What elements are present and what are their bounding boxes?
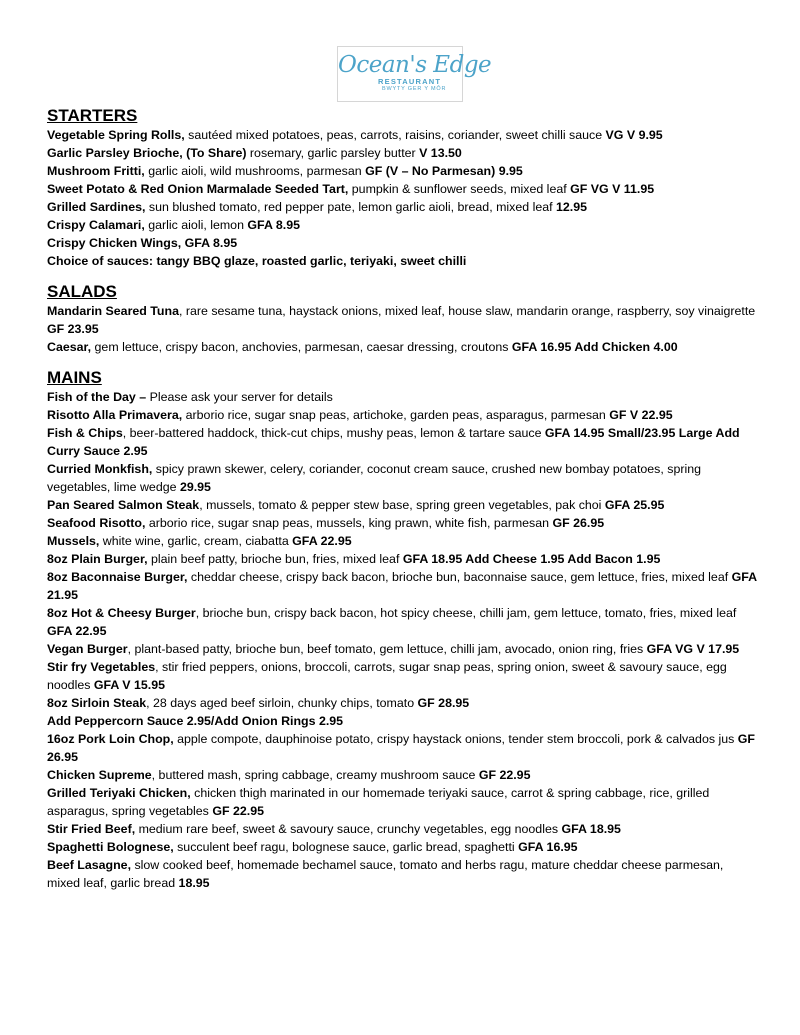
menu-item-price: GF 28.95 [417,696,470,710]
menu-item [47,406,757,424]
menu-item-name: Spaghetti Bolognese, [47,840,174,854]
menu-item-description: chicken thigh marinated in our homemade teriyaki sauce, carrot & spring cabbage, rice, grilled asparagus, spring vegetables [47,786,710,818]
menu-item-price: GFA 18.95 Add Cheese 1.95 Add Bacon 1.95 [402,552,661,566]
menu-item [47,216,757,234]
menu-item-name: Crispy Chicken Wings, GFA 8.95 [47,236,238,250]
menu-item [47,820,757,838]
menu-item-name: Stir fry Vegetables [47,660,156,674]
menu-item [47,514,757,532]
menu-item-name: Grilled Sardines, [47,200,146,214]
section-title-mains: MAINS [47,368,102,387]
menu-item-description: sun blushed tomato, red pepper pate, lemon garlic aioli, bread, mixed leaf [145,200,556,214]
menu-item-price: GFA 25.95 [604,498,665,512]
menu-item-description: cheddar cheese, crispy back bacon, brioche bun, baconnaise sauce, gem lettuce, fries, mixed leaf [187,570,732,584]
menu-item-description: , 28 days aged beef sirloin, chunky chips, tomato [146,696,418,710]
menu-item-description: arborio rice, sugar snap peas, artichoke, garden peas, asparagus, parmesan [182,408,610,422]
menu-item-name: Fish & Chips [47,426,123,440]
menu-item-price: GFA 22.95 [292,534,352,548]
menu-item-name: Seafood Risotto, [47,516,146,530]
menu-item-description: garlic aioli, lemon [144,218,248,232]
menu-item-name: Choice of sauces: tangy BBQ glaze, roasted garlic, teriyaki, sweet chilli [47,254,467,268]
menu-item-name: 8oz Sirloin Steak [47,696,147,710]
menu-item [47,550,757,568]
menu-item-name: Vegetable Spring Rolls, [47,128,185,142]
menu-item-price: 12.95 [556,200,588,214]
menu-item-name: Risotto Alla Primavera, [47,408,183,422]
menu-item-name: Mushroom Fritti, [47,164,145,178]
menu-item-description: Please ask your server for details [146,390,333,404]
menu-item-description: , buttered mash, spring cabbage, creamy mushroom sauce [151,768,479,782]
menu-item [47,496,757,514]
menu-item [47,568,757,604]
menu-item-name: Stir Fried Beef, [47,822,136,836]
menu-item-name: Sweet Potato & Red Onion Marmalade Seeded Tart, [47,182,349,196]
menu-item-description: , stir fried peppers, onions, broccoli, carrots, sugar snap peas, spring onion, sweet & savoury sauce, egg noodles [47,660,727,692]
menu-item-description: , beer-battered haddock, thick-cut chips, mushy peas, lemon & tartare sauce [122,426,545,440]
menu-item-price: VG V 9.95 [605,128,663,142]
menu-content [47,106,757,892]
menu-item [47,694,757,712]
menu-item-price: GFA 22.95 [47,624,107,638]
menu-item [47,162,757,180]
menu-item-name: 8oz Plain Burger, [47,552,148,566]
menu-item-description: sautéed mixed potatoes, peas, carrots, raisins, coriander, sweet chilli sauce [184,128,606,142]
section-salads [47,282,757,356]
menu-item-description: arborio rice, sugar snap peas, mussels, king prawn, white fish, parmesan [145,516,553,530]
menu-item-price: GF 26.95 [47,732,755,764]
menu-item-name: Fish of the Day – [47,390,147,404]
menu-item-name: Caesar, [47,340,92,354]
menu-item-name: 8oz Baconnaise Burger, [47,570,188,584]
menu-item-name: Pan Seared Salmon Steak [47,498,200,512]
menu-item-price: GF (V – No Parmesan) 9.95 [365,164,523,178]
menu-item [47,252,757,270]
menu-item-description: plain beef patty, brioche bun, fries, mixed leaf [147,552,403,566]
menu-item-price: GFA 18.95 [561,822,621,836]
menu-item-price: GFA VG V 17.95 [646,642,740,656]
menu-item [47,388,757,406]
menu-item-price: GFA 8.95 [247,218,300,232]
menu-item-description: garlic aioli, wild mushrooms, parmesan [144,164,366,178]
section-title-salads: SALADS [47,282,117,301]
restaurant-logo [337,46,492,102]
menu-item-name: Vegan Burger [47,642,128,656]
menu-item [47,856,757,892]
menu-item-name: 8oz Hot & Cheesy Burger [47,606,196,620]
menu-item-price: GF 26.95 [552,516,605,530]
logo-script-text: Ocean's Edge [338,52,492,78]
menu-item-price: GFA 14.95 Small/23.95 Large Add Curry Sauce 2.95 [47,426,740,458]
menu-item [47,302,757,338]
menu-item-description: pumpkin & sunflower seeds, mixed leaf [348,182,571,196]
menu-item-name: Grilled Teriyaki Chicken, [47,786,191,800]
menu-item [47,460,757,496]
menu-item [47,640,757,658]
menu-item-description: medium rare beef, sweet & savoury sauce, crunchy vegetables, egg noodles [135,822,562,836]
menu-item-price: GFA 16.95 [518,840,578,854]
menu-item-price: GF V 22.95 [609,408,673,422]
menu-item-description: gem lettuce, crispy bacon, anchovies, parmesan, caesar dressing, croutons [91,340,512,354]
menu-item [47,144,757,162]
logo-welsh-text: BWYTY GER Y MÔR [382,86,447,92]
menu-item-description: , mussels, tomato & pepper stew base, spring green vegetables, pak choi [199,498,605,512]
menu-item-name: Garlic Parsley Brioche, (To Share) [47,146,247,160]
menu-item-price: GF 22.95 [212,804,264,818]
menu-item-price: 29.95 [179,480,211,494]
menu-item [47,658,757,694]
menu-item [47,712,757,730]
menu-item-price: 18.95 [178,876,210,890]
menu-item-price: GF VG V 11.95 [570,182,655,196]
menu-item-name: Chicken Supreme [47,768,152,782]
menu-item [47,234,757,252]
menu-item-name: Curried Monkfish, [47,462,153,476]
menu-item-price: V 13.50 [419,146,462,160]
menu-item-name: Beef Lasagne, [47,858,132,872]
menu-item-description: , plant-based patty, brioche bun, beef tomato, gem lettuce, chilli jam, avocado, onion ring, fries [127,642,647,656]
menu-item-name: 16oz Pork Loin Chop, [47,732,174,746]
menu-item [47,180,757,198]
menu-item [47,126,757,144]
menu-item-name: Crispy Calamari, [47,218,145,232]
section-title-starters: STARTERS [47,106,138,125]
menu-item-price: GF 23.95 [47,322,99,336]
menu-item-price: GFA 16.95 Add Chicken 4.00 [511,340,678,354]
menu-item [47,604,757,640]
section-mains [47,368,757,892]
menu-item [47,784,757,820]
menu-item-price: GFA 21.95 [47,570,757,602]
menu-item [47,838,757,856]
menu-item [47,338,757,356]
menu-item-description: slow cooked beef, homemade bechamel sauce, tomato and herbs ragu, mature cheddar cheese parmesan, mixed leaf, garlic bread [47,858,724,890]
menu-item-description: spicy prawn skewer, celery, coriander, coconut cream sauce, crushed new bombay potatoes, spring vegetables, lime wedge [47,462,701,494]
menu-item-description: rosemary, garlic parsley butter [246,146,420,160]
menu-item-description: apple compote, dauphinoise potato, crispy haystack onions, tender stem broccoli, pork & calvados jus [173,732,738,746]
section-starters [47,106,757,270]
menu-item-name: Mandarin Seared Tuna [47,304,179,318]
menu-item [47,424,757,460]
menu-item-name: Add Peppercorn Sauce 2.95/Add Onion Rings 2.95 [47,714,344,728]
menu-item-price: GF 22.95 [478,768,531,782]
menu-item [47,730,757,766]
menu-item [47,532,757,550]
menu-item-name: Mussels, [47,534,100,548]
menu-item-description: white wine, garlic, cream, ciabatta [99,534,293,548]
menu-item-price: GFA V 15.95 [93,678,166,692]
menu-item-description: succulent beef ragu, bolognese sauce, garlic bread, spaghetti [173,840,519,854]
logo-restaurant-text: RESTAURANT [378,77,442,86]
menu-item-description: , rare sesame tuna, haystack onions, mixed leaf, house slaw, mandarin orange, raspberry, soy vinaigrette [178,304,756,318]
menu-item [47,766,757,784]
menu-item-description: , brioche bun, crispy back bacon, hot spicy cheese, chilli jam, gem lettuce, tomato, fries, mixed leaf [195,606,737,620]
menu-item [47,198,757,216]
